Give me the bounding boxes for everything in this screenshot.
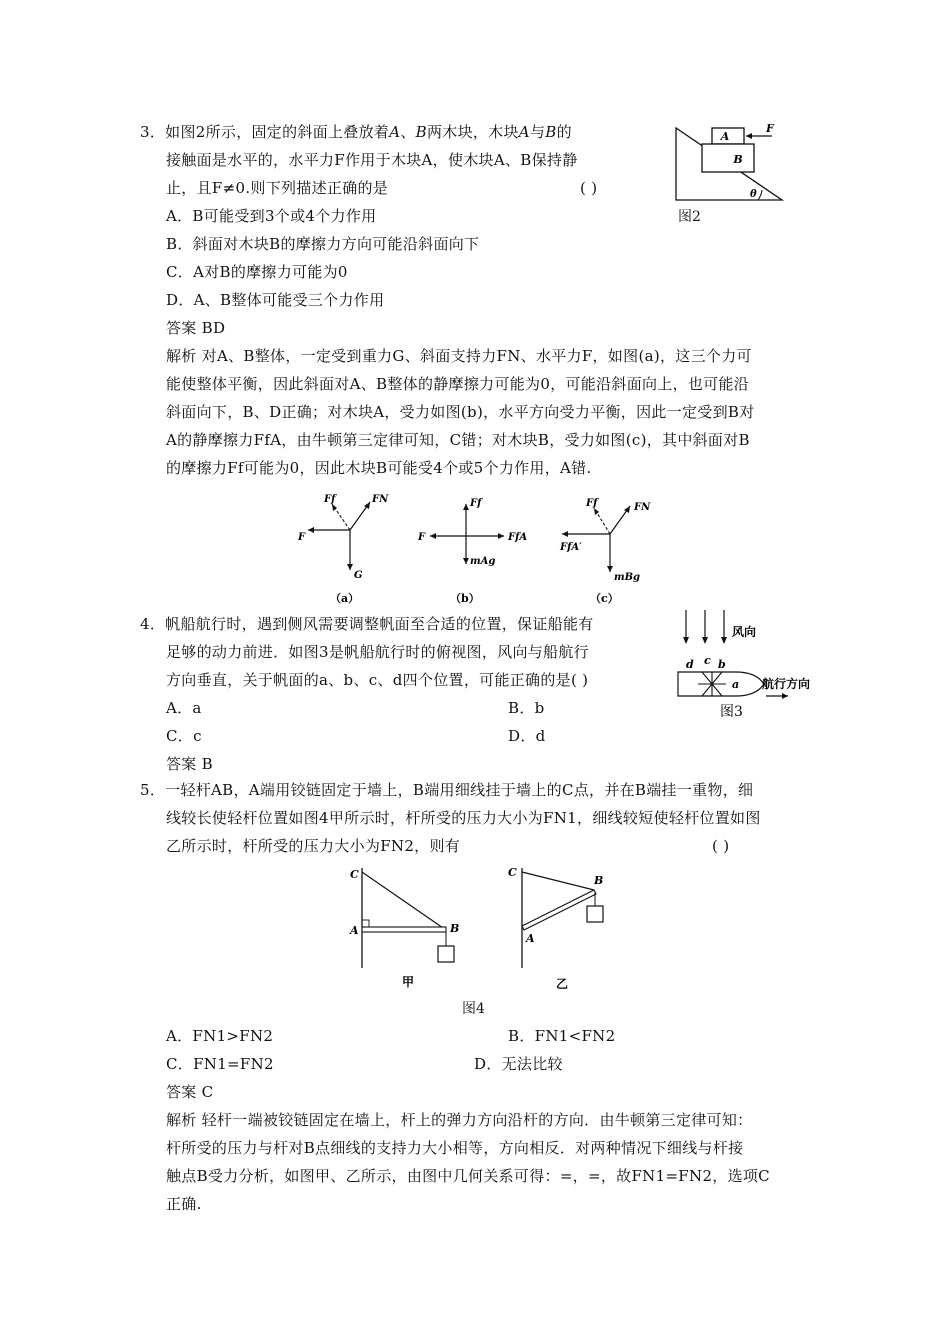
figure-4-jia [349,868,459,989]
q3-line-1: 3．如图2所示，固定的斜面上叠放着A、B两木块，木块A与B的 [140,123,572,141]
svg-text:mBg: mBg [614,572,641,583]
q3-option-d: D．A、B整体可能受三个力作用 [166,291,385,309]
figure-2-caption: 图2 [678,209,701,225]
force-f-arrow [746,133,752,139]
q5-option-a: A．FN1>FN2 [166,1027,274,1045]
q4-option-b: B．b [508,699,545,717]
q5-explanation-4: 正确. [166,1195,202,1213]
q3-option-a: A．B可能受到3个或4个力作用 [166,207,377,225]
wind-label: 风向 [732,625,757,639]
figure-3-sailboat [672,606,822,720]
svg-text:C: C [508,866,517,879]
q4-option-c: C．c [166,727,202,745]
svg-text:c: c [704,654,711,667]
q5-line-3: 乙所示时，杆所受的压力大小为FN2，则有 [166,837,461,855]
q5-option-d: D．无法比较 [474,1055,563,1073]
force-diagrams [290,488,670,612]
figure-3-caption: 图3 [720,704,743,720]
svg-text:mAg: mAg [470,556,496,567]
svg-text:FN: FN [372,494,389,505]
label-a: A [720,130,730,143]
q3-explanation-5: 的摩擦力Ff可能为0，因此木块B可能受4个或5个力作用，A错. [166,459,592,477]
q3-option-c: C．A对B的摩擦力可能为0 [166,263,348,281]
q5-answer-bracket: ( ) [712,837,730,855]
q4-option-d: D．d [508,727,546,745]
force-diagram-b [417,498,527,605]
svg-text:FfA′: FfA′ [560,542,582,553]
q3-explanation-1: 解析 对A、B整体，一定受到重力G、斜面支持力FN、水平力F，如图(a)，这三个力可 [166,347,752,365]
caption-c: （c） [590,592,619,605]
caption-jia: 甲 [402,975,415,989]
q3-answer: 答案 BD [166,319,226,337]
sail-direction-label: 航行方向 [762,677,811,691]
figure-4-caption: 图4 [462,1001,485,1017]
block-b [702,144,754,172]
svg-text:Ff: Ff [324,494,336,505]
q4-answer: 答案 B [166,755,213,773]
q4-line-2: 足够的动力前进．如图3是帆船航行时的俯视图，风向与船航行 [166,643,589,661]
figure-2-incline [670,118,790,206]
label-theta: θ [750,189,757,200]
svg-text:A: A [526,932,535,945]
q5-explanation-2: 杆所受的压力与杆对B点细线的支持力大小相等，方向相反．对两种情况下细线与杆接 [166,1139,744,1157]
q4-line-1: 4．帆船航行时，遇到侧风需要调整帆面至合适的位置，保证船能有 [140,615,594,633]
svg-text:G: G [354,570,363,581]
svg-text:b: b [718,658,726,671]
svg-text:FfA: FfA [508,532,528,543]
svg-text:a: a [732,678,740,691]
svg-text:B: B [450,922,460,935]
q3-line-2: 接触面是水平的，水平力F作用于木块A，使木块A、B保持静 [166,151,578,169]
caption-yi: 乙 [556,977,569,991]
force-diagram-c [559,498,651,605]
svg-text:Ff: Ff [586,498,598,509]
q5-line-1: 5．一轻杆AB，A端用铰链固定于墙上，B端用细线挂于墙上的C点，并在B端挂一重物，细 [140,781,754,799]
caption-a: （a） [330,592,360,605]
svg-text:F: F [298,532,306,543]
q5-explanation-3: 触点B受力分析，如图甲、乙所示，由图中几何关系可得：=，=，故FN1=FN2，选项C [166,1167,770,1185]
q3-explanation-4: A的静摩擦力FfA，由牛顿第三定律可知，C错；对木块B，受力如图(c)，其中斜面对B [166,431,750,449]
svg-text:B: B [594,874,604,887]
q3-line-3: 止，且F≠0.则下列描述正确的是 [166,179,389,197]
q3-answer-bracket: ( ) [580,179,598,197]
svg-text:Ff: Ff [470,498,482,509]
label-b: B [733,153,743,166]
q3-option-b: B．斜面对木块B的摩擦力方向可能沿斜面向下 [166,235,480,253]
q3-explanation-2: 能使整体平衡，因此斜面对A、B整体的静摩擦力可能为0，可能沿斜面向上，也可能沿 [166,375,750,393]
q4-option-a: A．a [166,699,202,717]
q5-answer: 答案 C [166,1083,214,1101]
q5-line-2: 线较长使轻杆位置如图4甲所示时，杆所受的压力大小为FN1，细线较短使轻杆位置如图 [166,809,761,827]
svg-text:F: F [418,532,426,543]
figure-4-rods [340,862,620,994]
svg-text:A: A [350,924,359,937]
figure-4-yi [508,866,603,991]
q5-option-b: B．FN1<FN2 [508,1027,616,1045]
q5-explanation-1: 解析 轻杆一端被铰链固定在墙上，杆上的弹力方向沿杆的方向．由牛顿第三定律可知： [166,1111,753,1129]
label-f: F [766,122,774,135]
svg-text:d: d [686,658,694,671]
force-diagram-a [297,494,389,605]
q4-line-3: 方向垂直，关于帆面的a、b、c、d四个位置，可能正确的是( ) [166,671,589,689]
q3-explanation-3: 斜面向下，B、D正确；对木块A，受力如图(b)，水平方向受力平衡，因此一定受到B对 [166,403,755,421]
svg-text:C: C [350,868,359,881]
q5-option-c: C．FN1=FN2 [166,1055,274,1073]
svg-text:FN: FN [634,502,651,513]
caption-b: （b） [450,592,480,605]
